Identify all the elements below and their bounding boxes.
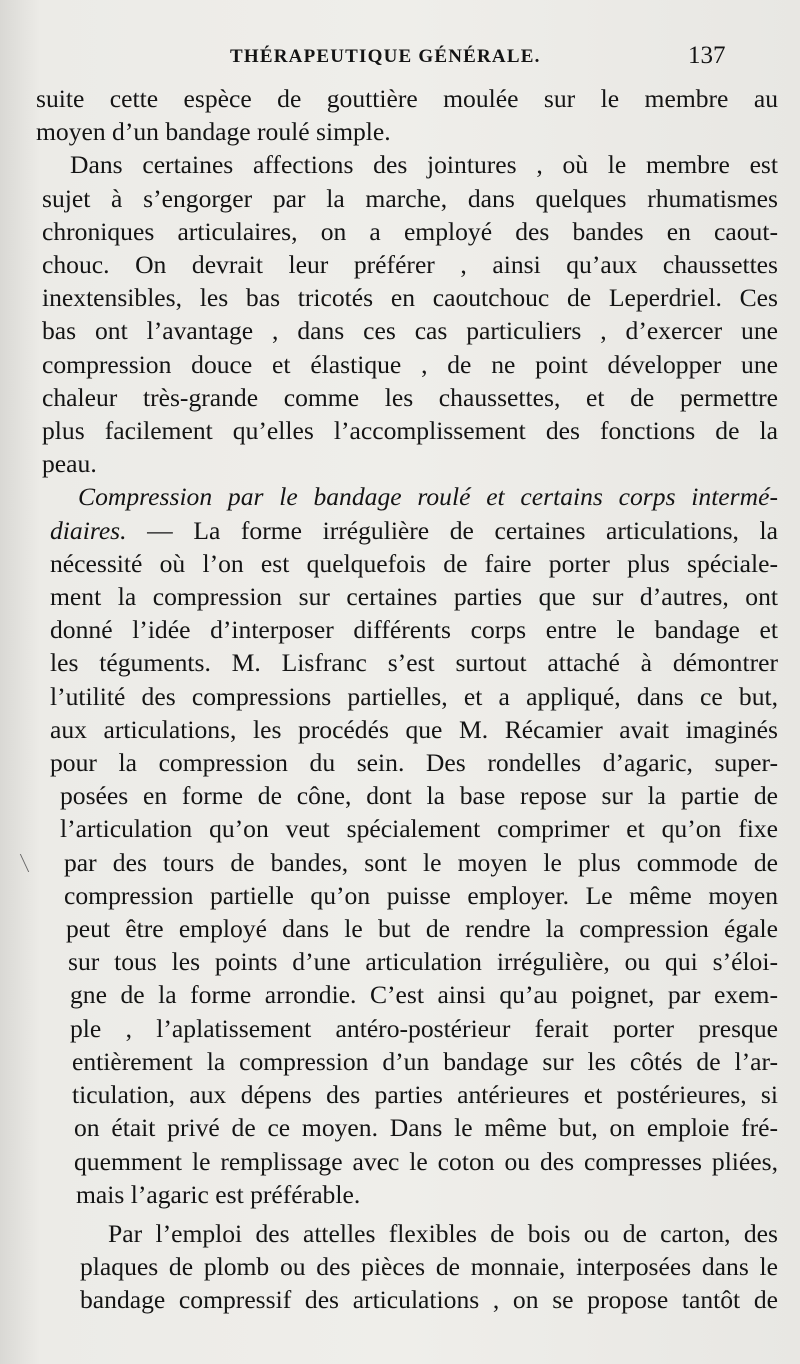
text-line: chroniques articulaires, on a employé des bandes en caout- [42, 216, 778, 246]
text-line: compression douce et élastique , de ne point développer une [42, 349, 778, 379]
paragraph-1 [36, 82, 778, 148]
text-line: entièrement la compression d’un bandage sur les côtés de l’ar- [72, 1046, 778, 1076]
text-line: mais l’agaric est préférable. [76, 1179, 361, 1209]
text-line: sujet à s’engorger par la marche, dans quelques rhumatismes [42, 183, 778, 213]
text-line: ticulation, aux dépens des parties antérieures et postérieures, si [72, 1080, 778, 1110]
text-line: nécessité où l’on est quelquefois de faire porter plus spéciale- [50, 548, 778, 578]
text-line: aux articulations, les procédés que M. Récamier avait imaginés [50, 714, 778, 744]
text-line: sur tous les points d’une articulation irrégulière, ou qui s’éloi- [68, 947, 778, 977]
text-line: inextensibles, les bas tricotés en caoutchouc de Leperdriel. Ces [42, 283, 778, 313]
text-line: l’articulation qu’on veut spécialement comprimer et qu’on fixe [60, 814, 778, 844]
text-line: Par l’emploi des attelles flexibles de bois ou de carton, des [108, 1218, 778, 1248]
running-title: THÉRAPEUTIQUE GÉNÉRALE. [230, 46, 541, 67]
text-line: les téguments. M. Lisfranc s’est surtout attaché à démontrer [50, 648, 778, 678]
text-line: ple , l’aplatissement antéro-postérieur ferait porter presque [70, 1013, 778, 1043]
section-heading: Compression par le bandage roulé et certains corps intermé- [78, 482, 778, 512]
text-line: bandage compressif des articulations , on se propose tantôt de [80, 1285, 778, 1315]
text-line: gne de la forme arrondie. C’est ainsi qu’au poignet, par exem- [70, 980, 778, 1010]
text-line: ment la compression sur certaines parties que sur d’autres, ont [50, 582, 778, 612]
text-line: compression partielle qu’on puisse employer. Le même moyen [64, 880, 778, 910]
text-line: chouc. On devrait leur préférer , ainsi qu’aux chaussettes [42, 250, 778, 280]
paragraph-3 [36, 480, 778, 1210]
paragraph-4 [36, 1217, 778, 1317]
text-line: Dans certaines affections des jointures , où le membre est [70, 150, 778, 180]
text-line: par des tours de bandes, sont le moyen le plus commode de [64, 847, 778, 877]
text-line: pour la compression du sein. Des rondelles d’agaric, super- [50, 748, 778, 778]
text-line: chaleur très-grande comme les chaussettes, et de permettre [42, 382, 778, 412]
section-heading-end: diaires. [50, 515, 127, 545]
text-line: donné l’idée d’interposer différents corps entre le bandage et [50, 615, 778, 645]
page-header [0, 44, 800, 78]
text-line [50, 514, 778, 547]
text-line: plus facilement qu’elles l’accomplissement des fonctions de la [42, 416, 778, 446]
text-line: posées en forme de cône, dont la base repose sur la partie de [60, 781, 778, 811]
text-line: moyen d’un bandage roulé simple. [36, 117, 391, 147]
text-line: peau. [42, 449, 97, 479]
paragraph-2 [36, 148, 778, 480]
text-line: bas ont l’avantage , dans ces cas particuliers , d’exercer une [42, 316, 778, 346]
text-line: quemment le remplissage avec le coton ou des compresses pliées, [74, 1146, 778, 1176]
page-number: 137 [688, 42, 726, 69]
text-line: peut être employé dans le but de rendre la compression égale [66, 914, 778, 944]
text-line: on était privé de ce moyen. Dans le même but, on emploie fré- [74, 1113, 778, 1143]
text-line: suite cette espèce de gouttière moulée sur le membre au [36, 84, 778, 113]
text-line: plaques de plomb ou des pièces de monnaie, interposées dans le [80, 1252, 778, 1282]
body-text [36, 82, 778, 1317]
text-line: l’utilité des compressions partielles, et a appliqué, dans ce but, [50, 681, 778, 711]
text-line-rest: — La forme irrégulière de certaines articulations, la [126, 515, 778, 545]
